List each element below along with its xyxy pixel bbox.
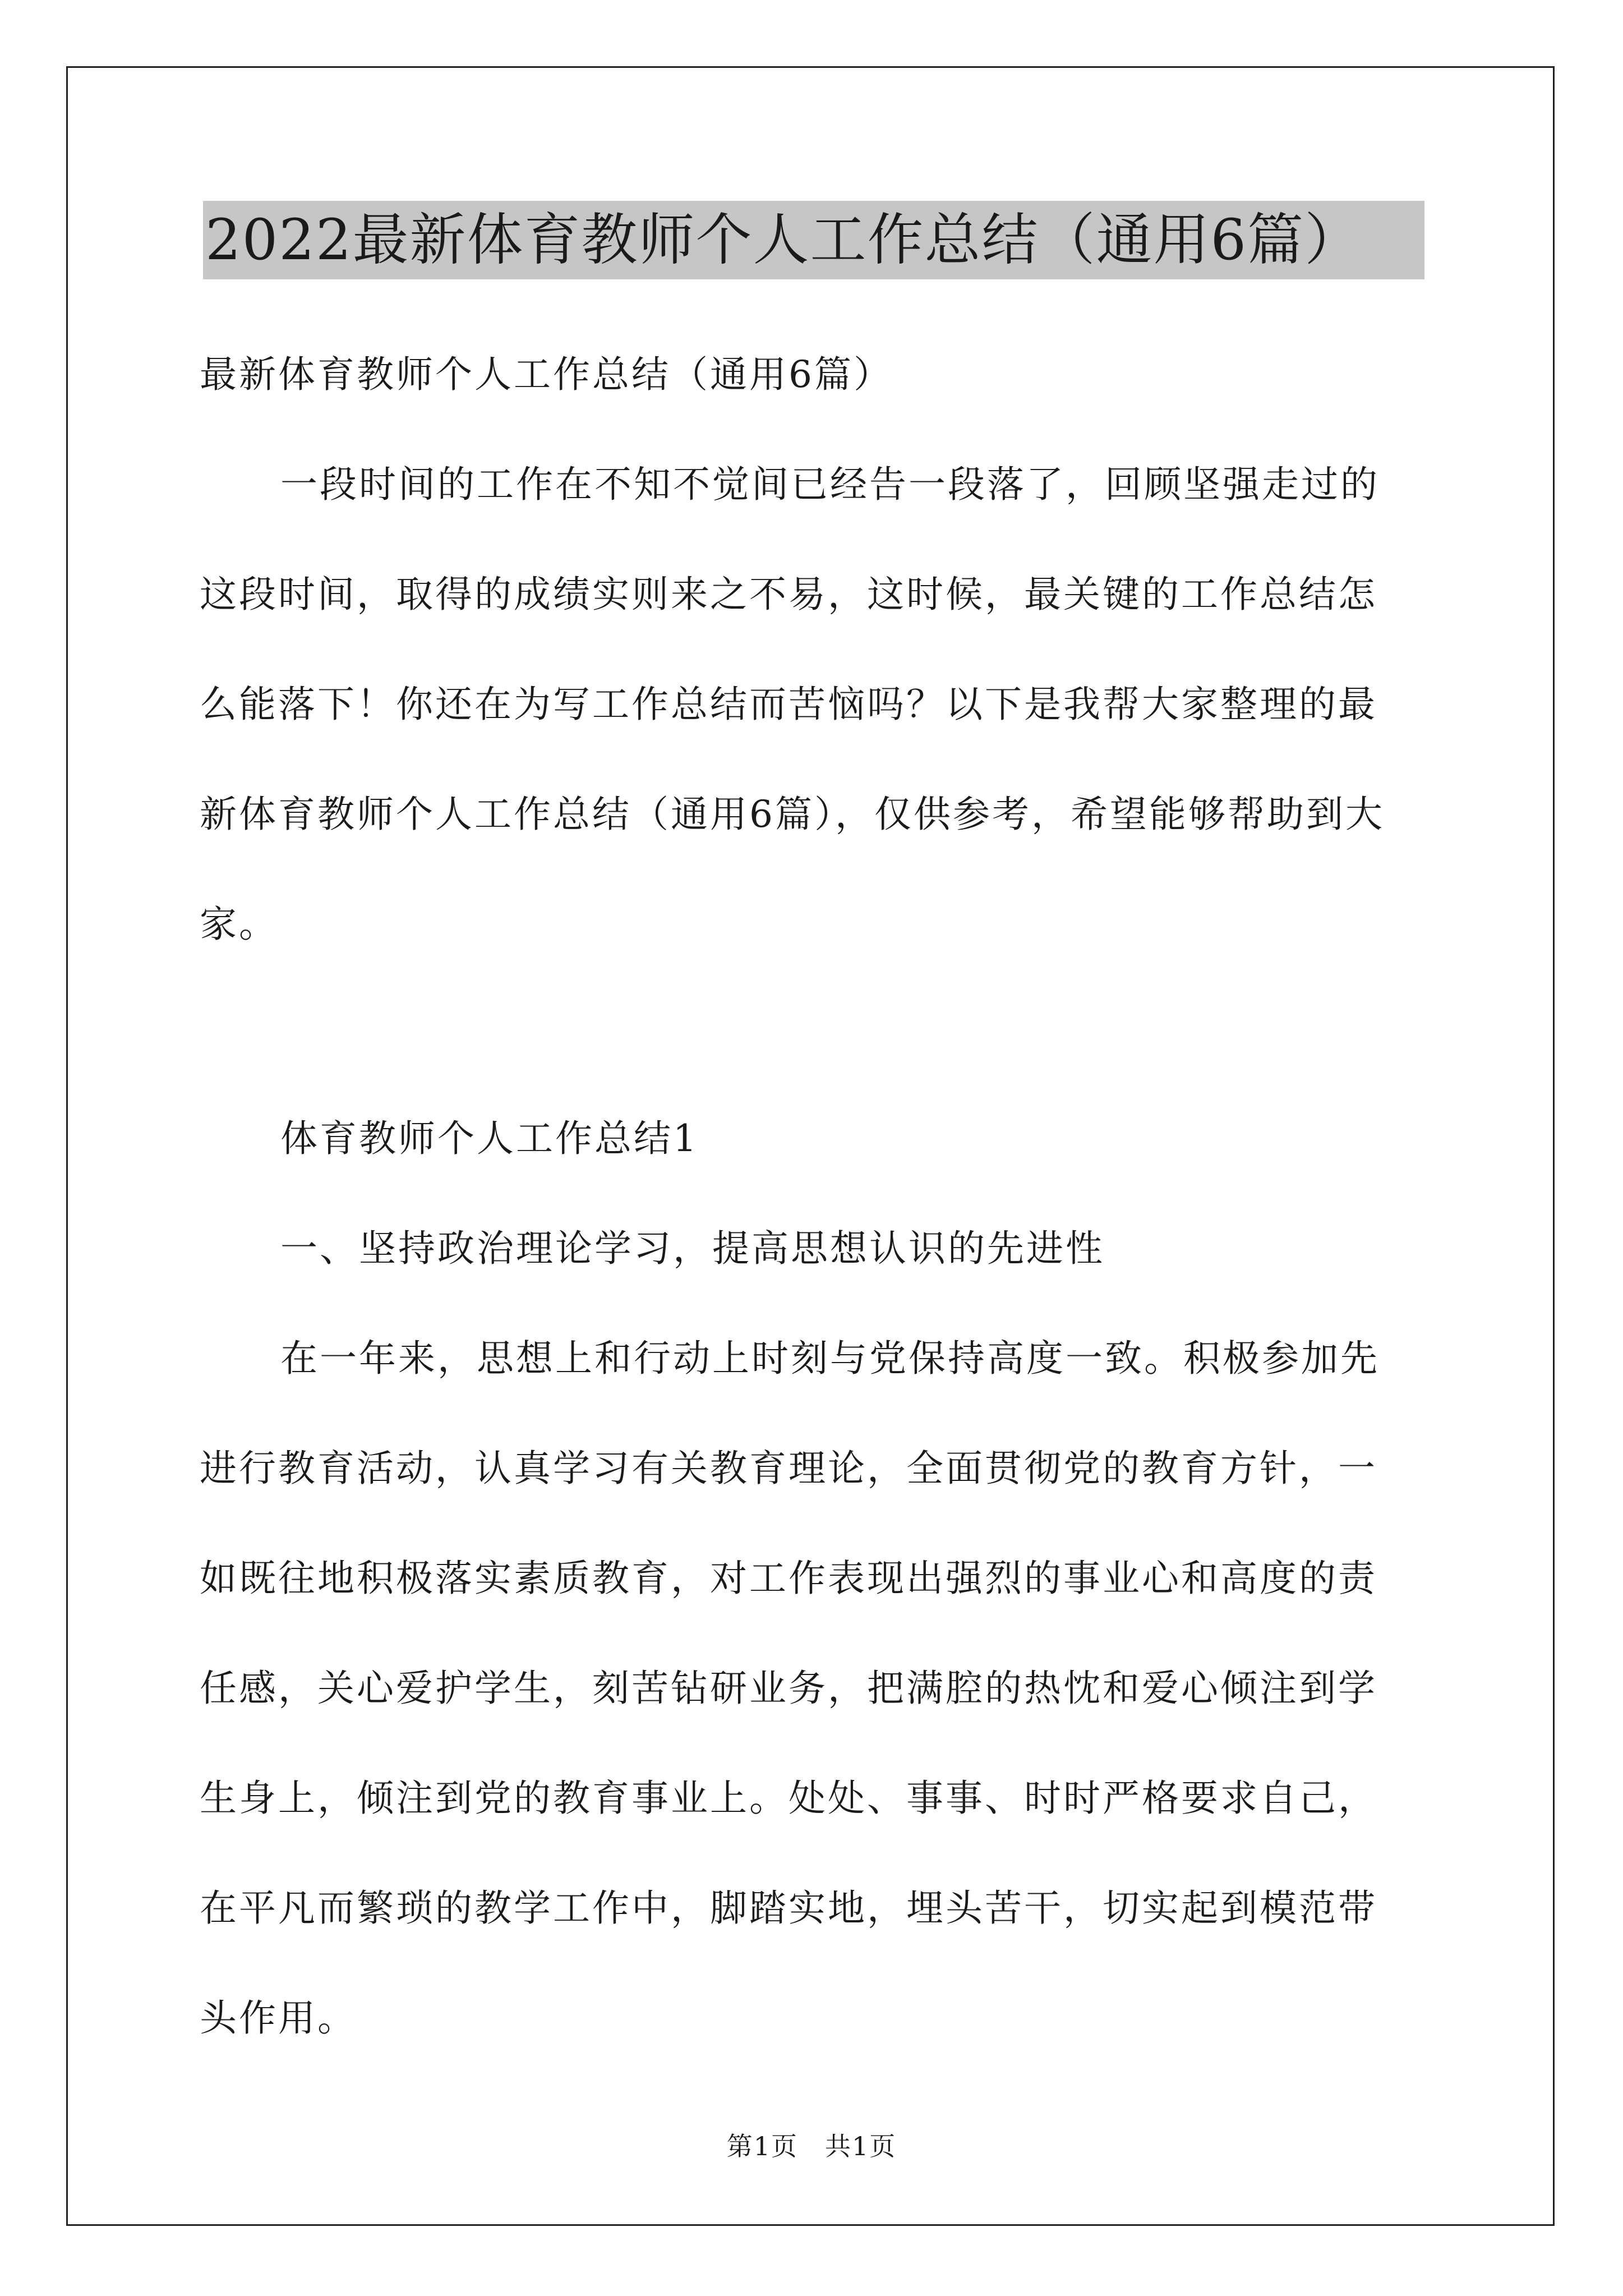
- body-line: 进行教育活动，认真学习有关教育理论，全面贯彻党的教育方针，一: [200, 1447, 1377, 1490]
- document-subtitle: 最新体育教师个人工作总结（通用6篇）: [200, 353, 893, 396]
- page-footer: 第1页 共1页: [726, 2131, 897, 2161]
- body-line: 如既往地积极落实素质教育，对工作表现出强烈的事业心和高度的责: [200, 1557, 1377, 1600]
- body-line: 任感，关心爱护学生，刻苦钻研业务，把满腔的热忱和爱心倾注到学: [200, 1667, 1377, 1710]
- section-heading: 体育教师个人工作总结1: [280, 1117, 699, 1160]
- title-highlight: [203, 201, 1424, 279]
- body-line: 在平凡而繁琐的教学工作中，脚踏实地，埋头苦干，切实起到模范带: [200, 1887, 1377, 1930]
- body-line: 生身上，倾注到党的教育事业上。处处、事事、时时严格要求自己，: [200, 1777, 1377, 1820]
- point-heading: 一、坚持政治理论学习，提高思想认识的先进性: [280, 1227, 1105, 1270]
- intro-line: 这段时间，取得的成绩实则来之不易，这时候，最关键的工作总结怎: [200, 573, 1377, 616]
- intro-line: 家。: [200, 903, 278, 946]
- intro-line: 么能落下！你还在为写工作总结而苦恼吗？以下是我帮大家整理的最: [200, 683, 1377, 726]
- body-line: 头作用。: [200, 1996, 357, 2040]
- intro-line: 新体育教师个人工作总结（通用6篇），仅供参考，希望能够帮助到大: [200, 793, 1385, 836]
- intro-line: 一段时间的工作在不知不觉间已经告一段落了，回顾坚强走过的: [280, 463, 1380, 506]
- document-title: 2022最新体育教师个人工作总结（通用6篇）: [205, 207, 1362, 273]
- body-line: 在一年来，思想上和行动上时刻与党保持高度一致。积极参加先: [280, 1337, 1380, 1380]
